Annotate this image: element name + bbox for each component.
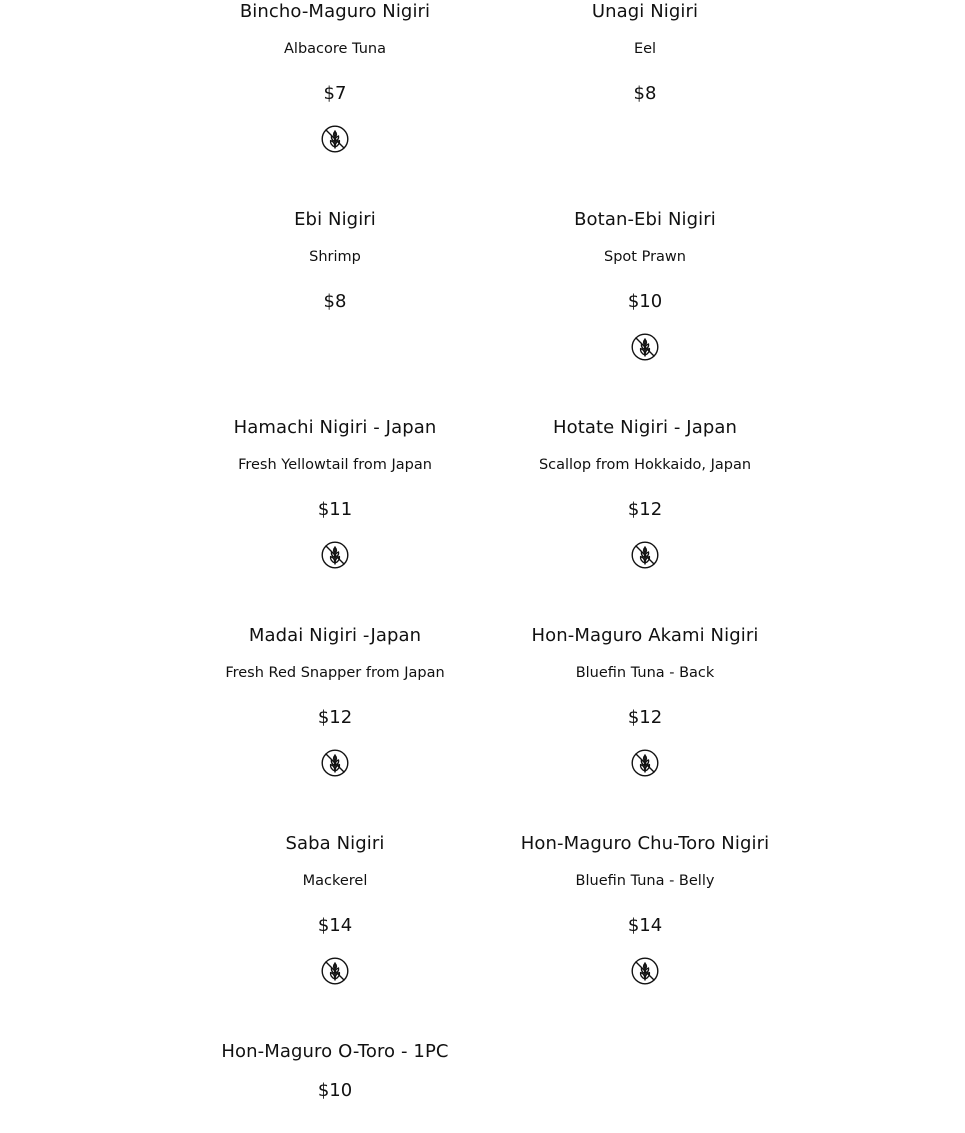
item-price: $14 bbox=[627, 915, 663, 936]
gluten-free-icon bbox=[321, 541, 349, 569]
item-description: Bluefin Tuna - Belly bbox=[575, 873, 715, 889]
item-description: Shrimp bbox=[309, 249, 361, 265]
item-price: $8 bbox=[323, 291, 347, 312]
gluten-free-icon bbox=[631, 541, 659, 569]
item-name: Hon-Maguro O-Toro - 1PC bbox=[221, 1041, 449, 1062]
item-price: $7 bbox=[323, 83, 347, 104]
item-description: Eel bbox=[633, 41, 657, 57]
item-name: Botan-Ebi Nigiri bbox=[574, 209, 716, 230]
item-name: Hon-Maguro Chu-Toro Nigiri bbox=[520, 833, 770, 854]
item-description: Mackerel bbox=[302, 873, 368, 889]
item-name: Unagi Nigiri bbox=[591, 1, 699, 22]
gluten-free-icon bbox=[631, 333, 659, 361]
item-description: Scallop from Hokkaido, Japan bbox=[538, 457, 752, 473]
item-price: $10 bbox=[317, 1080, 353, 1101]
item-name: Hon-Maguro Akami Nigiri bbox=[531, 625, 759, 646]
item-description: Bluefin Tuna - Back bbox=[575, 665, 715, 681]
gluten-free-icon bbox=[321, 125, 349, 153]
gluten-free-icon bbox=[631, 957, 659, 985]
item-description: Fresh Yellowtail from Japan bbox=[238, 457, 432, 473]
item-name: Bincho-Maguro Nigiri bbox=[239, 1, 431, 22]
item-name: Ebi Nigiri bbox=[294, 209, 376, 230]
item-name: Saba Nigiri bbox=[285, 833, 385, 854]
gluten-free-icon bbox=[321, 749, 349, 777]
item-price: $10 bbox=[627, 291, 663, 312]
item-name: Hotate Nigiri - Japan bbox=[552, 417, 738, 438]
item-description: Fresh Red Snapper from Japan bbox=[225, 665, 445, 681]
item-price: $14 bbox=[317, 915, 353, 936]
item-description: Spot Prawn bbox=[604, 249, 686, 265]
item-name: Madai Nigiri -Japan bbox=[248, 625, 422, 646]
gluten-free-icon bbox=[321, 957, 349, 985]
gluten-free-icon bbox=[631, 749, 659, 777]
item-price: $11 bbox=[317, 499, 353, 520]
item-name: Hamachi Nigiri - Japan bbox=[233, 417, 437, 438]
item-description: Albacore Tuna bbox=[284, 41, 386, 57]
item-price: $12 bbox=[317, 707, 353, 728]
item-price: $8 bbox=[633, 83, 657, 104]
item-price: $12 bbox=[627, 499, 663, 520]
item-price: $12 bbox=[627, 707, 663, 728]
